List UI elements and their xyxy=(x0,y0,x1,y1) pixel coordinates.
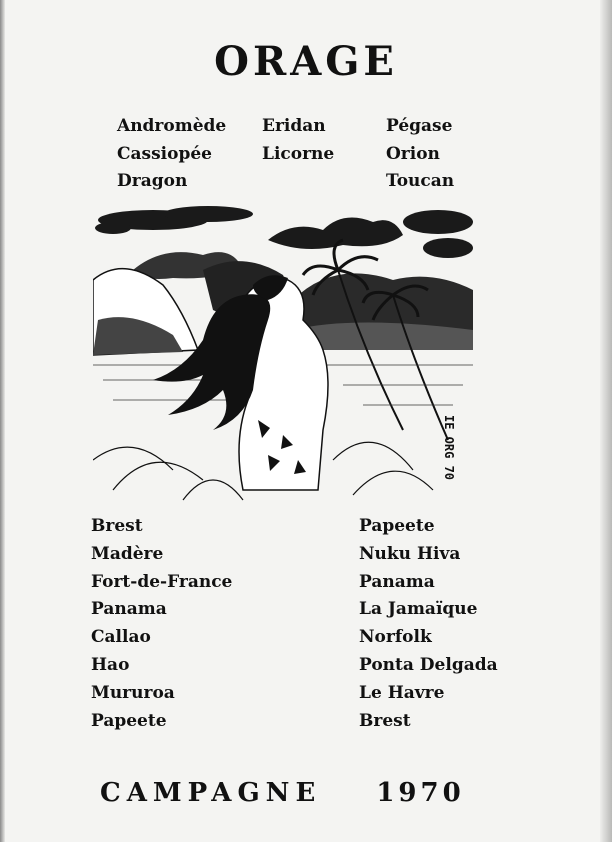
page-title: ORAGE xyxy=(214,38,398,85)
port-name: Ponta Delgada xyxy=(359,654,498,675)
port-name: Callao xyxy=(91,627,151,648)
ship-name: Dragon xyxy=(117,171,188,191)
ship-name: Licorne xyxy=(262,143,335,164)
clouds-drawing xyxy=(95,206,473,279)
ship-name: Cassiopée xyxy=(117,143,213,164)
ports-outbound-list xyxy=(91,513,232,735)
ship-list-column-2 xyxy=(262,113,334,168)
port-name: Madère xyxy=(91,543,164,564)
page-edge-left xyxy=(0,0,5,842)
ship-name: Orion xyxy=(386,143,440,164)
port-name: Papeete xyxy=(91,710,167,731)
ports-return-list xyxy=(359,513,498,735)
port-name: Panama xyxy=(359,571,435,592)
ship-name: Andromède xyxy=(117,116,227,136)
artist-signature: IE ORG 70 xyxy=(442,415,456,481)
port-name: Brest xyxy=(359,710,411,731)
campaign-footer xyxy=(100,778,465,808)
port-name: Mururoa xyxy=(91,682,175,703)
port-name: Panama xyxy=(91,599,167,620)
port-name: Le Havre xyxy=(359,682,445,703)
ship-name: Eridan xyxy=(262,116,326,136)
ship-name: Toucan xyxy=(386,171,455,191)
port-name: Norfolk xyxy=(359,627,432,648)
ship-list-column-3 xyxy=(386,113,454,196)
port-name: Hao xyxy=(91,654,130,675)
port-name: Nuku Hiva xyxy=(359,543,461,564)
port-name: La Jamaïque xyxy=(359,599,478,620)
campaign-label: CAMPAGNE xyxy=(100,778,322,808)
port-name: Papeete xyxy=(359,516,435,536)
campaign-year: 1970 xyxy=(376,778,465,808)
ship-name: Pégase xyxy=(386,116,453,136)
page-edge-right xyxy=(600,0,612,842)
port-name: Brest xyxy=(91,516,143,536)
ship-list-column-1 xyxy=(117,113,226,196)
tahitian-woman-illustration xyxy=(93,200,473,502)
woman-figure-drawing xyxy=(153,275,328,490)
port-name: Fort-de-France xyxy=(91,571,233,592)
